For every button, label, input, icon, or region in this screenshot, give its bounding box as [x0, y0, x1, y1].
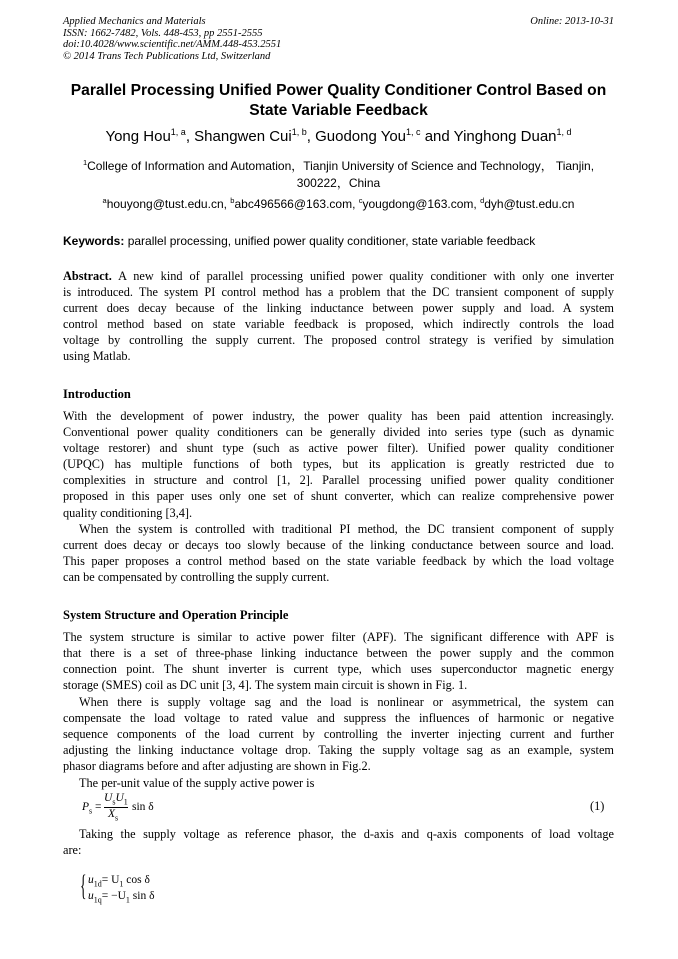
text-line: that there is a set of three-phase linking inductance between the power supply and the common [63, 646, 614, 661]
structure-paragraph-3 [63, 775, 614, 791]
text-line: storage (SMES) coil as DC unit [3, 4]. The system main circuit is shown in Fig. 1. [63, 678, 468, 693]
author-name: Yong Hou [105, 128, 171, 145]
title-line-2: State Variable Feedback [249, 101, 428, 119]
text-line: (UPQC) has multiple functions of both types, but its application is greatly restricted due to [63, 457, 614, 472]
email-superscript: a [102, 196, 107, 205]
eq-subscript: s [89, 806, 93, 816]
affiliation-line-1: College of Information and Automation，Tianjin University of Science and Technology， Tianjin, [87, 159, 595, 173]
affiliation-line-2: 300222，China [296, 175, 381, 190]
abstract [63, 268, 614, 365]
text-line: With the development of power industry, the power quality has been paid attention increasingly. [63, 409, 614, 423]
eq-operator: = U [101, 874, 120, 886]
introduction-paragraph-1 [63, 408, 614, 521]
email-link[interactable]: dyh@tust.edu.cn [484, 197, 575, 211]
abstract-line: is introduced. The system PI control method has a problem that the DC transient component of supply [63, 285, 614, 300]
text-line: quality conditioning [3,4]. [63, 505, 193, 520]
text-line: complexities in structure and control [1, 2]. Parallel processing unified power quality conditioner [63, 473, 614, 488]
eq-subscript: 1 [119, 879, 124, 889]
author-superscript: 1, b [291, 127, 307, 137]
author-name: Yinghong Duan [453, 128, 557, 145]
email-superscript: b [230, 196, 235, 205]
online-date: Online: 2013-10-31 [530, 16, 614, 27]
keywords [63, 233, 614, 249]
author-name: Guodong You [315, 128, 407, 145]
abstract-line: voltage by controlling the supply current. The proposed control strategy is verified by simulation [63, 333, 614, 348]
eq-symbol: U [104, 792, 113, 804]
eq-symbol: P [82, 801, 90, 813]
eq-subscript: 1 [123, 797, 128, 807]
eq-subscript: 1d [93, 879, 102, 889]
abstract-line: control method based on state variable feedback is proposed, which indirectly controls the load [63, 317, 614, 332]
paper-title [63, 81, 614, 120]
keywords-text: parallel processing, unified power quality conditioner, state variable feedback [124, 234, 536, 248]
text-line: Conventional power quality conditioners can be generally divided into series type (such as dynamic [63, 425, 614, 440]
affiliation-superscript: 1 [82, 158, 88, 167]
issn-line: ISSN: 1662-7482, Vols. 448-453, pp 2551-2555 [63, 27, 263, 39]
section-heading-structure: System Structure and Operation Principle [63, 608, 289, 622]
eq-subscript: 1q [93, 895, 102, 905]
abstract-line: using Matlab. [63, 349, 131, 364]
equation-2 [80, 869, 200, 906]
author-superscript: 1, a [170, 127, 186, 137]
author-emails [63, 196, 614, 212]
text-line: current does decay or decays too slowly because of the linking conductance between source and load. [63, 538, 614, 553]
keywords-label: Keywords: [63, 234, 125, 248]
eq-operator: = −U [101, 890, 126, 902]
text-line: This paper proposes a control method based on the state variable feedback by which the load voltage [63, 554, 614, 569]
eq-symbol: u [88, 874, 94, 886]
text-line: The system structure is similar to active power filter (APF). The significant difference with APF is [63, 630, 614, 644]
text-line: Taking the supply voltage as reference phasor, the d-axis and q-axis components of load voltage [79, 827, 614, 841]
text-line: can be compensated by controlling the supply current. [63, 570, 330, 585]
author-superscript: 1, d [556, 127, 572, 137]
author-separator: and [420, 128, 454, 145]
structure-paragraph-1 [63, 629, 614, 693]
author-name: Shangwen Cui [194, 128, 292, 145]
eq-function: cos δ [126, 874, 150, 886]
eq-symbol: U [115, 792, 124, 804]
eq-symbol: X [108, 808, 116, 820]
eq-subscript: 1 [125, 895, 130, 905]
email-link[interactable]: yougdong@163.com, [362, 197, 481, 211]
text-line: compensate the load voltage to rated value and suppress the influences of harmonic or negative [63, 711, 614, 726]
structure-paragraph-4 [63, 826, 614, 858]
author-superscript: 1, c [406, 127, 421, 137]
email-superscript: d [480, 196, 485, 205]
email-link[interactable]: houyong@tust.edu.cn, [106, 197, 231, 211]
journal-header [63, 16, 483, 62]
doi-line: doi:10.4028/www.scientific.net/AMM.448-453.2551 [63, 39, 282, 50]
abstract-line: current does decay because of the linking inductance between power supply and load. A system [63, 301, 614, 316]
eq-subscript: s [112, 797, 116, 807]
author-separator: , [306, 128, 316, 145]
author-separator: , [185, 128, 195, 145]
text-line: The per-unit value of the supply active power is [79, 776, 315, 790]
text-line: proposed in this paper uses only one set of shunt converter, which can realize comprehensive power [63, 489, 614, 504]
copyright-line: © 2014 Trans Tech Publications Ltd, Switzerland [63, 50, 271, 62]
abstract-label: Abstract. [63, 269, 112, 283]
brace-icon: { [80, 869, 87, 902]
text-line: phasor diagrams before and after adjusting are shown in Fig.2. [63, 759, 371, 774]
affiliation [63, 158, 614, 191]
title-line-1: Parallel Processing Unified Power Quality Conditioner Control Based on [70, 82, 607, 99]
text-line: are: [63, 843, 82, 858]
section-heading-introduction: Introduction [63, 387, 131, 401]
abstract-line: A new kind of parallel processing unified power quality conditioner with only one inverter [111, 269, 614, 283]
structure-paragraph-2 [63, 694, 614, 774]
equation-1: $P_s$ = $U_sU_1$ $X_s$ sin δ [82, 792, 154, 823]
text-line: When there is supply voltage sag and the load is nonlinear or asymmetrical, the system can [79, 695, 614, 709]
text-line: adjusting the linking inductance voltage drop. Taking the supply voltage sag as an example, system [63, 743, 614, 758]
email-superscript: c [358, 196, 363, 205]
eq-function: sin δ [132, 890, 155, 902]
eq-subscript: s [115, 813, 119, 823]
text-line: voltage restorer) and shunt type (such as active power filter). Unified power quality conditioner [63, 441, 614, 456]
eq-function: sin δ [132, 801, 154, 813]
introduction-paragraph-2 [63, 521, 614, 585]
equation-number: (1) [590, 799, 605, 813]
eq-symbol: u [88, 890, 94, 902]
text-line: When the system is controlled with traditional PI method, the DC transient component of supply [79, 522, 614, 536]
text-line: sequence components of the load current by controlling the inverter injecting current and further [63, 727, 614, 742]
journal-name: Applied Mechanics and Materials [63, 16, 206, 27]
author-list [63, 128, 614, 146]
text-line: connection point. The shunt inverter is current type, which uses superconductor magnetic energy [63, 662, 614, 677]
email-link[interactable]: abc496566@163.com, [234, 197, 359, 211]
